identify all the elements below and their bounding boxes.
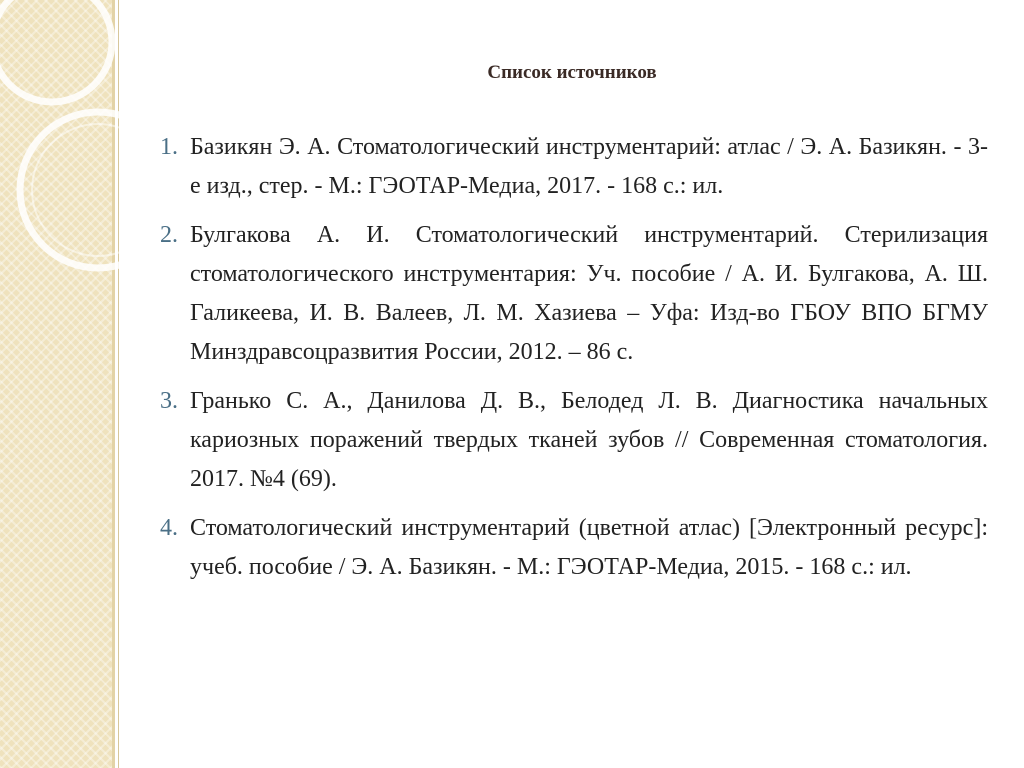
list-item-number: 1. bbox=[160, 134, 178, 160]
list-item bbox=[160, 128, 988, 206]
list-item bbox=[160, 382, 988, 499]
list-item bbox=[160, 216, 988, 372]
reference-list bbox=[160, 128, 988, 597]
page-title: Список источников bbox=[487, 62, 657, 83]
band-edge-line bbox=[118, 0, 119, 768]
list-item-text: Базикян Э. А. Стоматологический инструментарий: атлас / Э. А. Базикян. - 3-е изд., стер. - М.: ГЭОТАР-Медиа, 2017. - 168 с.: ил. bbox=[190, 134, 988, 199]
list-item-number: 2. bbox=[160, 222, 178, 248]
decorative-left-band bbox=[0, 0, 112, 768]
list-item-text: Булгакова А. И. Стоматологический инструментарий. Стерилизация стоматологического инструментария: Уч. пособие / А. И. Булгакова, А. Ш. Галикеева, И. В. Валеев, Л. М. Хазиева – Уфа: Изд-во ГБОУ ВПО БГМУ Минздравсоцразвития России, 2012. – 86 с. bbox=[190, 222, 988, 365]
list-item-number: 4. bbox=[160, 515, 178, 541]
list-item-number: 3. bbox=[160, 388, 178, 414]
list-item-text: Гранько С. А., Данилова Д. В., Белодед Л. В. Диагностика начальных кариозных поражений твердых тканей зубов // Современная стоматология. 2017. №4 (69). bbox=[190, 388, 988, 492]
band-edge-line bbox=[112, 0, 115, 768]
list-item-text: Стоматологический инструментарий (цветной атлас) [Электронный ресурс]: учеб. пособие / Э. А. Базикян. - М.: ГЭОТАР-Медиа, 2015. - 168 с.: ил. bbox=[190, 515, 988, 580]
list-item bbox=[160, 509, 988, 587]
